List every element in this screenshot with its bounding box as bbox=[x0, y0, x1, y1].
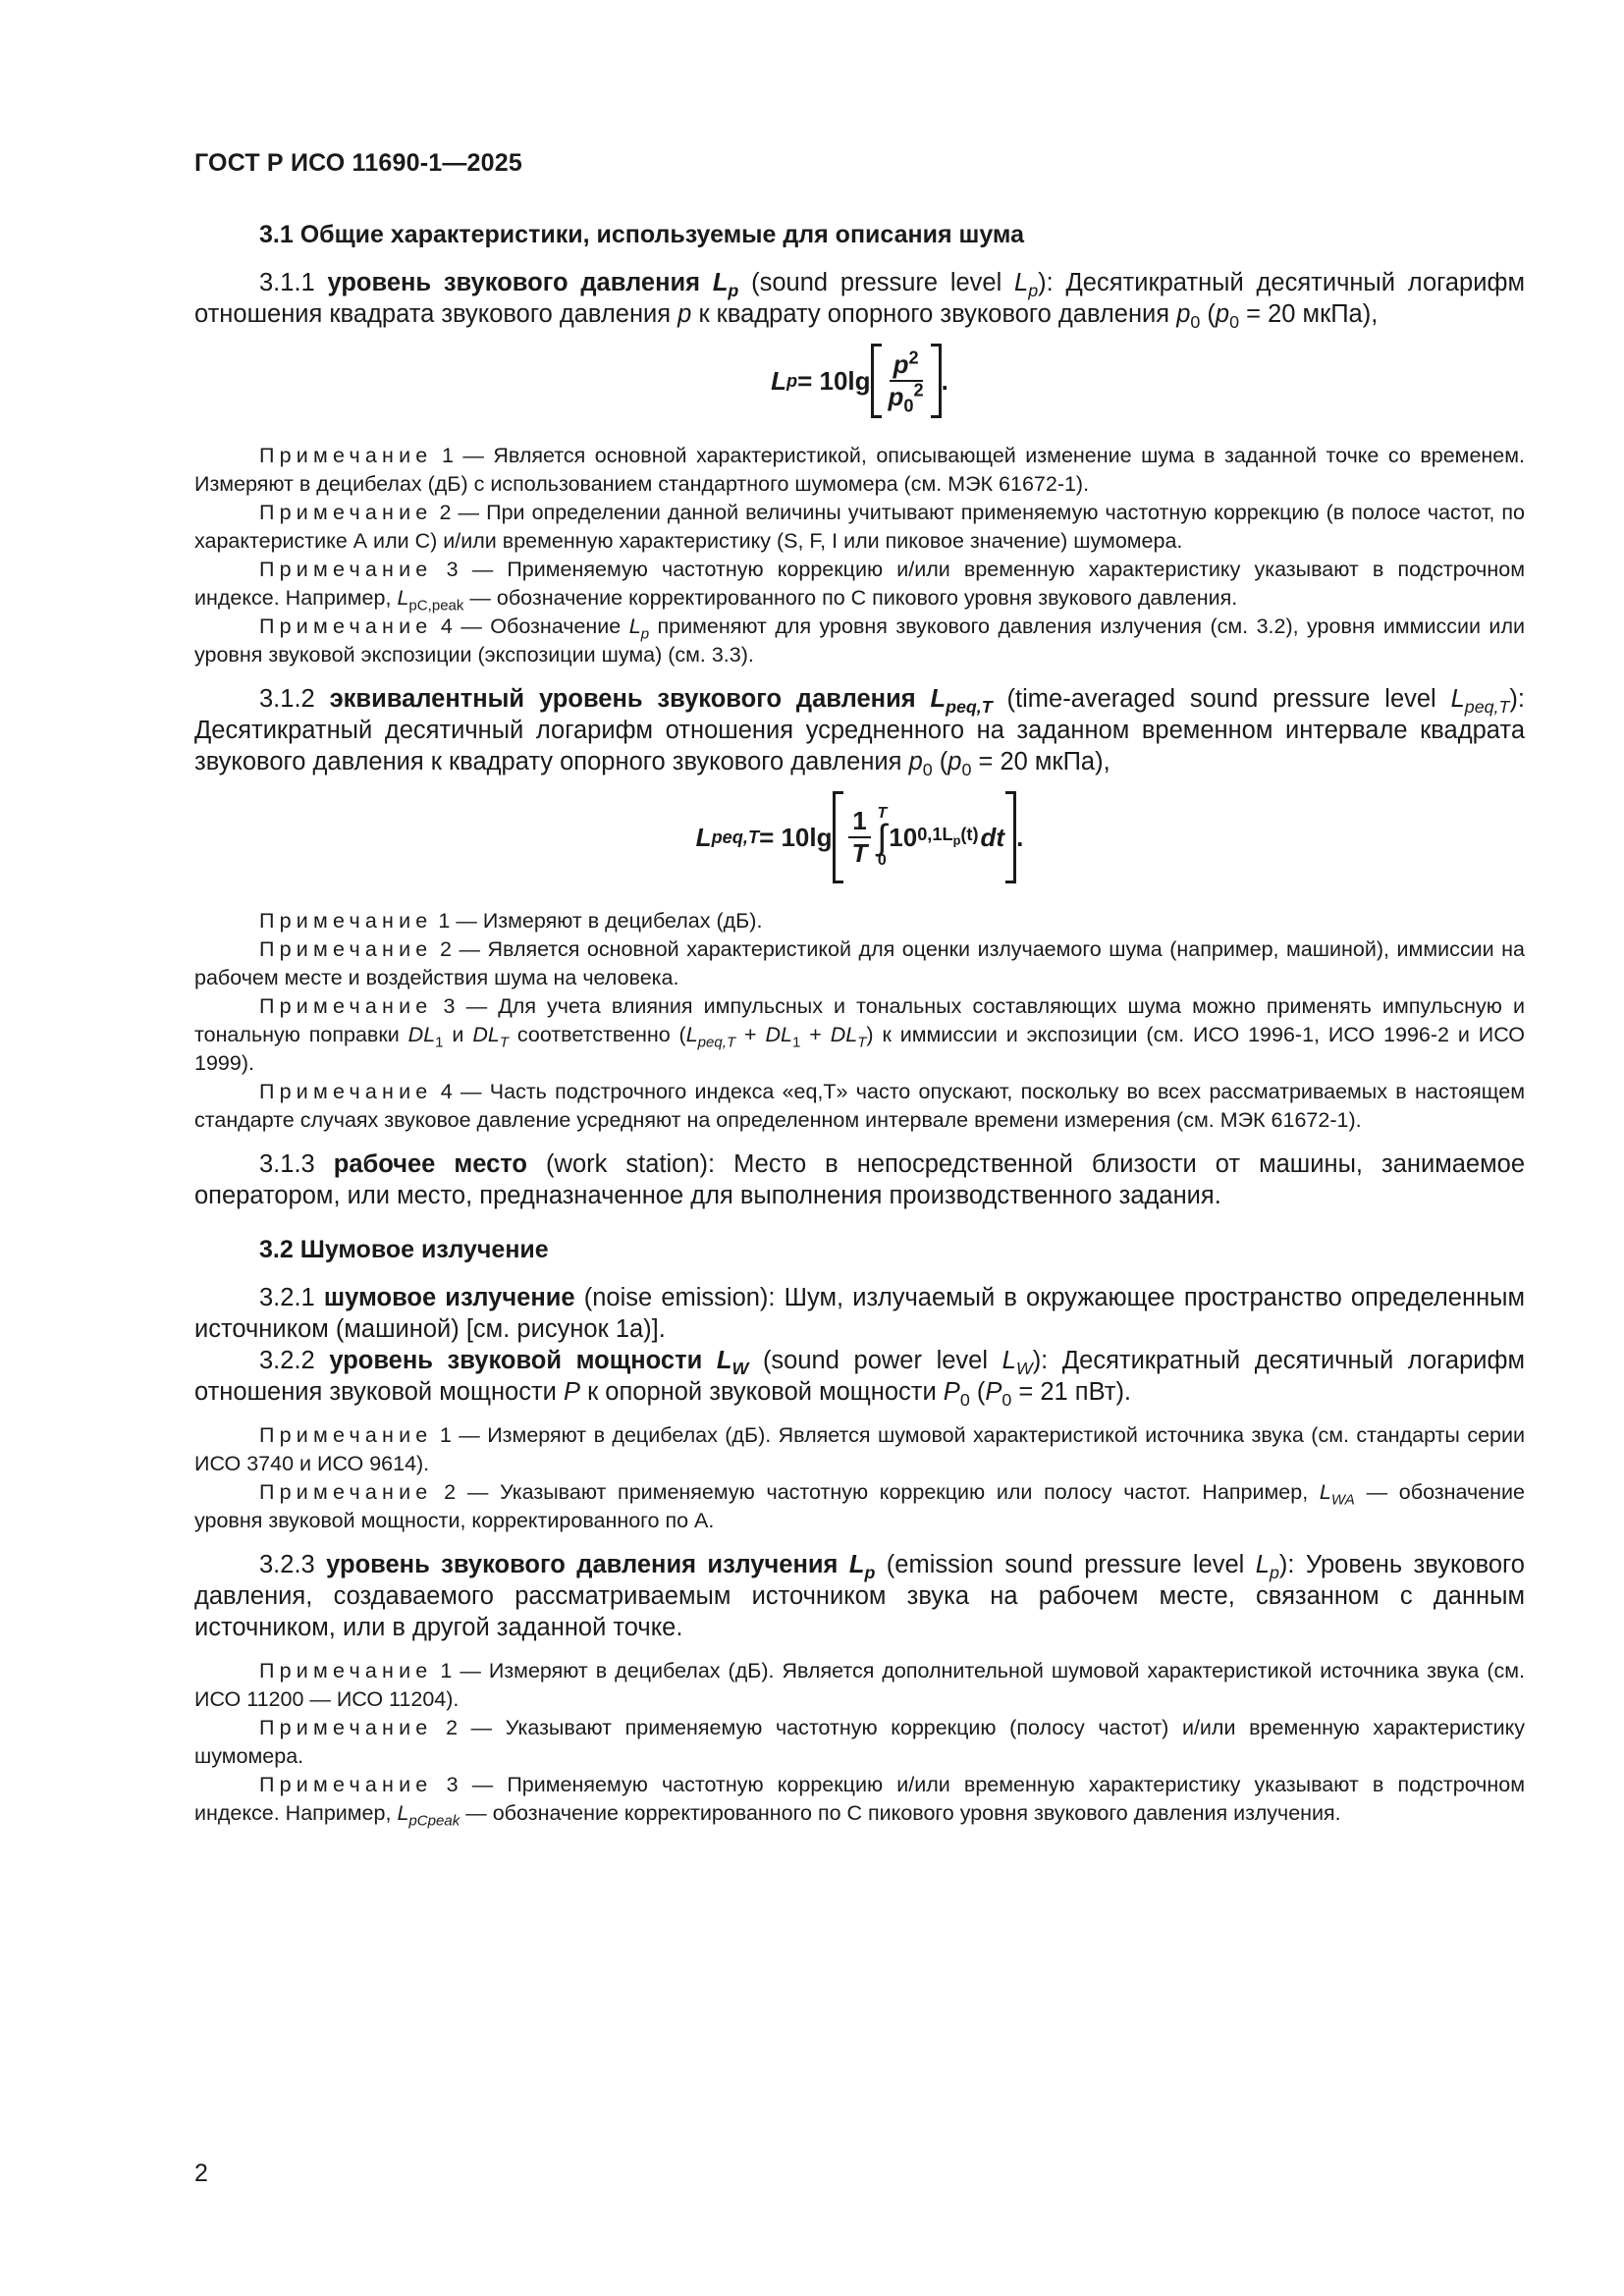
note-3-2-2-1: Примечание 1 — Измеряют в децибелах (дБ). Является шумовой характеристикой источника звука (см. стандарты серии ИСО 3740 и ИСО 9614). bbox=[194, 1423, 1525, 1475]
section-title-3-1: 3.1 Общие характеристики, используемые для описания шума bbox=[259, 221, 1025, 248]
definition-3-1-3: 3.1.3 рабочее место (work station): Место в непосредственной близости от машины, занимаемое оператором, или место, предназначенное для выполнения производственного задания. bbox=[194, 1150, 1526, 1209]
document-body bbox=[194, 216, 1525, 1828]
note-3-1-2-4: Примечание 4 — Часть подстрочного индекса «eq,T» часто опускают, поскольку во всех рассматриваемых в настоящем стандарте случаях звуковое давление усредняют на определенном интервале времени измерения (см. МЭК 61672-1). bbox=[194, 1080, 1525, 1132]
note-3-1-1-2: Примечание 2 — При определении данной величины учитывают применяемую частотную коррекцию (в полосе частот, по характеристике А или С) и/или временную характеристику (S, F, I или пиковое значение) шумомера. bbox=[194, 501, 1525, 553]
term: рабочее место bbox=[333, 1150, 528, 1178]
note-3-1-2-1: Примечание 1 — Измеряют в децибелах (дБ). bbox=[259, 909, 763, 933]
definition-3-2-3: 3.2.3 уровень звукового давления излучения $L_p$ (emission sound pressure level $L_p$): Уровень звукового давления, создаваемого рассматриваемым источником звука на рабочем месте, связанном с данным источником, или в другой заданной точке. bbox=[194, 1551, 1525, 1641]
note-3-1-1-1: Примечание 1 — Является основной характеристикой, описывающей изменение шума в заданной точке со временем. Измеряют в децибелах (дБ) с использованием стандартного шумомера (см. МЭК 61672-1). bbox=[194, 444, 1525, 496]
term: уровень звуковой мощности bbox=[329, 1347, 703, 1374]
definition-3-1-1: 3.1.1 уровень звукового давления $L_p$ (sound pressure level $L_p$): Десятикратный десятичный логарифм отношения квадрата звукового давления p к квадрату опорного звукового давления $p_0$ ($p_0 = 20$ мкПа), bbox=[194, 269, 1525, 333]
note-3-1-2-2: Примечание 2 — Является основной характеристикой для оценки излучаемого шума (например, машиной), иммиссии на рабочем месте и воздействия шума на человека. bbox=[194, 937, 1525, 989]
note-3-2-3-2: Примечание 2 — Указывают применяемую частотную коррекцию (полосу частот) и/или временную характеристику шумомера. bbox=[194, 1716, 1525, 1768]
note-3-2-3-1: Примечание 1 — Измеряют в децибелах (дБ). Является дополнительной шумовой характеристикой источника звука (см. ИСО 11200 — ИСО 11204). bbox=[194, 1659, 1526, 1711]
note-3-1-1-3: Примечание 3 — Применяемую частотную коррекцию и/или временную характеристику указывают в подстрочном индексе. Например, $L_{pC,peak}$ — обозначение корректированного по С пикового уровня звукового давления. bbox=[194, 558, 1525, 614]
formula-equivalent-level: L peq,T = 10lg $\frac{1}{T}$ T ∫ 0 10 $0,1L_p(t)$ dt . bbox=[194, 797, 1525, 878]
definition-3-1-2: 3.1.2 эквивалентный уровень звукового давления $L_{peq,T}$ (time-averaged sound pressure level $L_{peq,T}$): Десятикратный десятичный логарифм отношения усредненного на заданном временном интервале квадрата звукового давления к квадрату опорного звукового давления $p_0$ ($p_0 = 20$ мкПа), bbox=[194, 685, 1525, 780]
page-number: 2 bbox=[194, 2160, 208, 2187]
term: шумовое излучение bbox=[323, 1284, 575, 1311]
formula-sound-pressure-level: L p = 10lg $\frac{p^2}{p_0^2}$ . bbox=[194, 349, 1525, 412]
term: уровень звукового давления bbox=[327, 269, 701, 296]
note-3-1-1-4: Примечание 4 — Обозначение $L_p$ применяют для уровня звукового давления излучения (см. 3.2), уровня иммиссии или уровня звуковой экспозиции (экспозиции шума) (см. 3.3). bbox=[194, 614, 1525, 667]
definition-3-2-2: 3.2.2 уровень звуковой мощности $L_W$ (sound power level $L_W$): Десятикратный десятичный логарифм отношения звуковой мощности P к опорной звуковой мощности $P_0$ ($P_0 = 21$ пВт). bbox=[194, 1347, 1526, 1411]
note-3-1-2-3: Примечание 3 — Для учета влияния импульсных и тональных составляющих шума можно применять импульсную и тональную поправки $DL_1$ и $DL_T$ соответственно $(L_{peq,T} + DL_1 + DL_T)$ к иммиссии и экспозиции (см. ИСО 1996-1, ИСО 1996-2 и ИСО 1999). bbox=[194, 994, 1525, 1075]
note-3-2-2-2: Примечание 2 — Указывают применяемую частотную коррекцию или полосу частот. Например, $L_{WA}$ — обозначение уровня звуковой мощности, корректированного по А. bbox=[194, 1480, 1525, 1532]
definition-3-2-1: 3.2.1 шумовое излучение (noise emission): Шум, излучаемый в окружающее пространство определенным источником (машиной) [см. рисунок 1а)]. bbox=[194, 1284, 1526, 1343]
document-header: ГОСТ Р ИСО 11690-1—2025 bbox=[194, 149, 522, 177]
term: уровень звукового давления излучения bbox=[326, 1551, 839, 1578]
section-title-3-2: 3.2 Шумовое излучение bbox=[259, 1236, 549, 1263]
note-3-2-3-3: Примечание 3 — Применяемую частотную коррекцию и/или временную характеристику указывают в подстрочном индексе. Например, $L_{pCpeak}$ — обозначение корректированного по С пикового уровня звукового давления излучения. bbox=[194, 1773, 1525, 1830]
term: эквивалентный уровень звукового давления bbox=[329, 685, 916, 713]
